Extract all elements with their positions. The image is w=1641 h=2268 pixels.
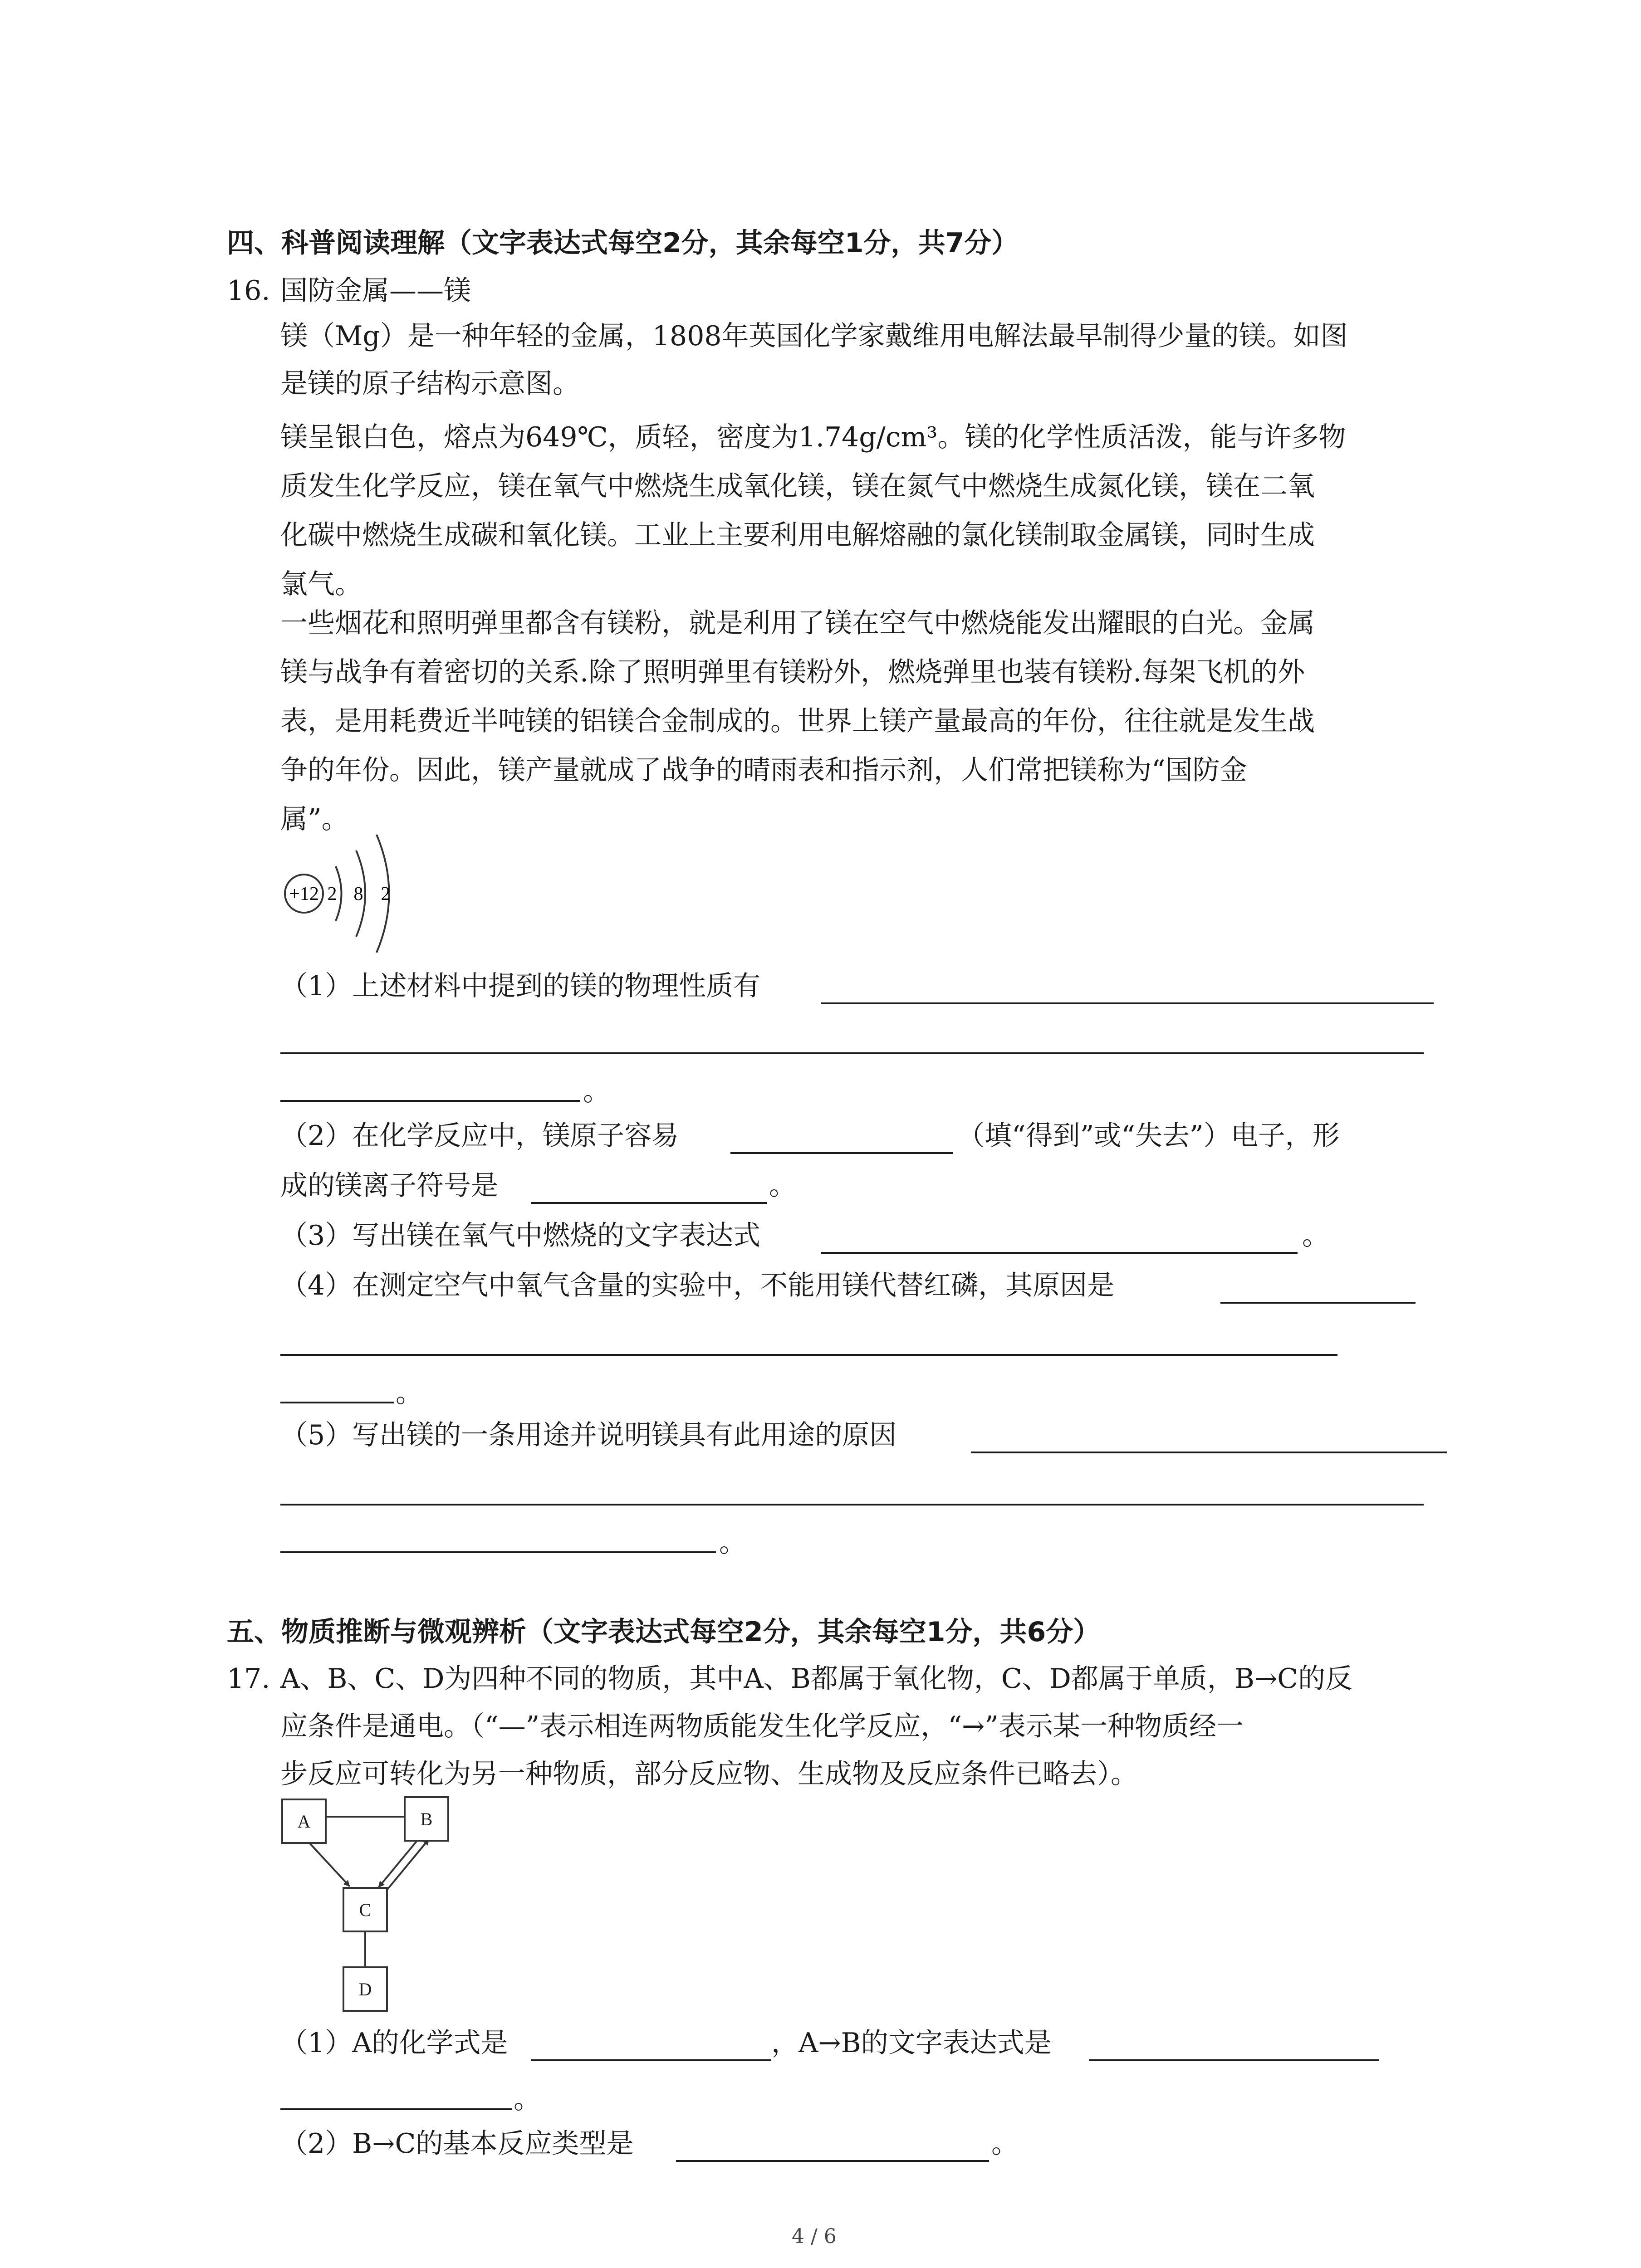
section-4-heading: 四、科普阅读理解（文字表达式每空2分，其余每空1分，共7分） [227,227,1019,259]
paragraph-3-line: 镁与战争有着密切的关系.除了照明弹里有镁粉外，燃烧弹里也装有镁粉.每架飞机的外 [280,656,1305,688]
answer-blank[interactable] [531,2059,771,2061]
answer-blank[interactable] [1089,2059,1379,2061]
shell-1-electrons: 2 [327,884,337,904]
q17-1-text-cont: ，A→B的文字表达式是 [771,2027,1052,2059]
q16-2-text-cont: （填“得到”或“失去”）电子，形 [957,1120,1340,1152]
shell-2-electrons: 8 [353,884,363,904]
paragraph-2-line: 镁呈银白色，熔点为649℃，质轻，密度为1.74g/cm³。镁的化学性质活泼，能与许多物 [280,421,1346,453]
paragraph-3-line: 一些烟花和照明弹里都含有镁粉，就是利用了镁在空气中燃烧能发出耀眼的白光。金属 [280,607,1315,639]
paragraph-1-line-1: 镁（Mg）是一种年轻的金属，1808年英国化学家戴维用电解法最早制得少量的镁。如图 [280,320,1348,352]
arrow-b-to-c [379,1835,422,1887]
page-number: 4 / 6 [792,2225,837,2248]
q17-1-end: 。 [514,2083,541,2115]
answer-blank[interactable] [280,1100,580,1102]
paragraph-2-line: 氯气。 [280,568,362,600]
question-17-number: 17. [227,1663,270,1695]
answer-blank[interactable] [531,1202,767,1204]
question-16-title: 国防金属——镁 [280,275,471,307]
answer-blank[interactable] [280,1504,1424,1505]
q16-2-text-line2: 成的镁离子符号是 [280,1170,498,1202]
q16-4-end: 。 [396,1377,423,1409]
magnesium-atom-diagram [272,830,408,966]
q17-2-text: （2）B→C的基本反应类型是 [280,2128,634,2160]
box-b: B [404,1796,449,1842]
question-17-line-1: A、B、C、D为四种不同的物质，其中A、B都属于氧化物，C、D都属于单质，B→C的反 [280,1663,1353,1695]
answer-blank[interactable] [1220,1302,1416,1304]
paragraph-1-line-2: 是镁的原子结构示意图。 [280,368,580,400]
arrow-a-to-c [304,1837,349,1886]
question-17-line-2: 应条件是通电。（“—”表示相连两物质能发生化学反应，“→”表示某一种物质经一 [280,1711,1244,1742]
shell-3-electrons: 2 [381,884,391,904]
paragraph-3-line: 表，是用耗费近半吨镁的铝镁合金制成的。世界上镁产量最高的年份，往往就是发生战 [280,705,1315,737]
q17-1-text: （1）A的化学式是 [280,2027,508,2059]
nucleus-charge: +12 [289,884,319,904]
answer-blank[interactable] [971,1452,1447,1453]
q16-1-text: （1）上述材料中提到的镁的物理性质有 [280,970,761,1002]
paragraph-3-line: 争的年份。因此，镁产量就成了战争的晴雨表和指示剂，人们常把镁称为“国防金 [280,754,1247,786]
q16-2-text: （2）在化学反应中，镁原子容易 [280,1120,679,1152]
answer-blank[interactable] [280,1402,394,1403]
q16-4-text: （4）在测定空气中氧气含量的实验中，不能用镁代替红磷，其原因是 [280,1270,1115,1301]
answer-blank[interactable] [821,1002,1434,1004]
answer-blank[interactable] [676,2160,989,2162]
q17-2-end: 。 [991,2128,1019,2160]
answer-blank[interactable] [280,2108,512,2110]
box-c: C [343,1887,388,1932]
question-16-number: 16. [227,275,270,307]
q16-1-end: 。 [583,1075,610,1107]
answer-blank[interactable] [821,1252,1298,1254]
box-a: A [281,1799,327,1844]
paragraph-2-line: 化碳中燃烧生成碳和氧化镁。工业上主要利用电解熔融的氯化镁制取金属镁，同时生成 [280,519,1315,551]
answer-blank[interactable] [280,1052,1424,1054]
arrow-c-to-b [386,1839,429,1892]
q16-2-end: 。 [769,1170,796,1202]
answer-blank[interactable] [730,1152,953,1154]
answer-blank[interactable] [280,1354,1337,1356]
answer-blank[interactable] [280,1551,716,1553]
section-5-heading: 五、物质推断与微观辨析（文字表达式每空2分，其余每空1分，共6分） [227,1616,1101,1648]
paragraph-3-line: 属”。 [280,803,349,835]
q16-5-text: （5）写出镁的一条用途并说明镁具有此用途的原因 [280,1419,897,1451]
paragraph-3 [280,599,1460,844]
q16-3-end: 。 [1302,1220,1329,1251]
question-17-line-3: 步反应可转化为另一种物质，部分反应物、生成物及反应条件已略去）。 [280,1758,1138,1790]
box-d: D [343,1966,388,2012]
paragraph-2 [280,413,1460,609]
q16-3-text: （3）写出镁在氧气中燃烧的文字表达式 [280,1220,761,1251]
q16-5-end: 。 [719,1527,746,1559]
paragraph-2-line: 质发生化学反应，镁在氧气中燃烧生成氧化镁，镁在氮气中燃烧生成氮化镁，镁在二氧 [280,470,1315,502]
